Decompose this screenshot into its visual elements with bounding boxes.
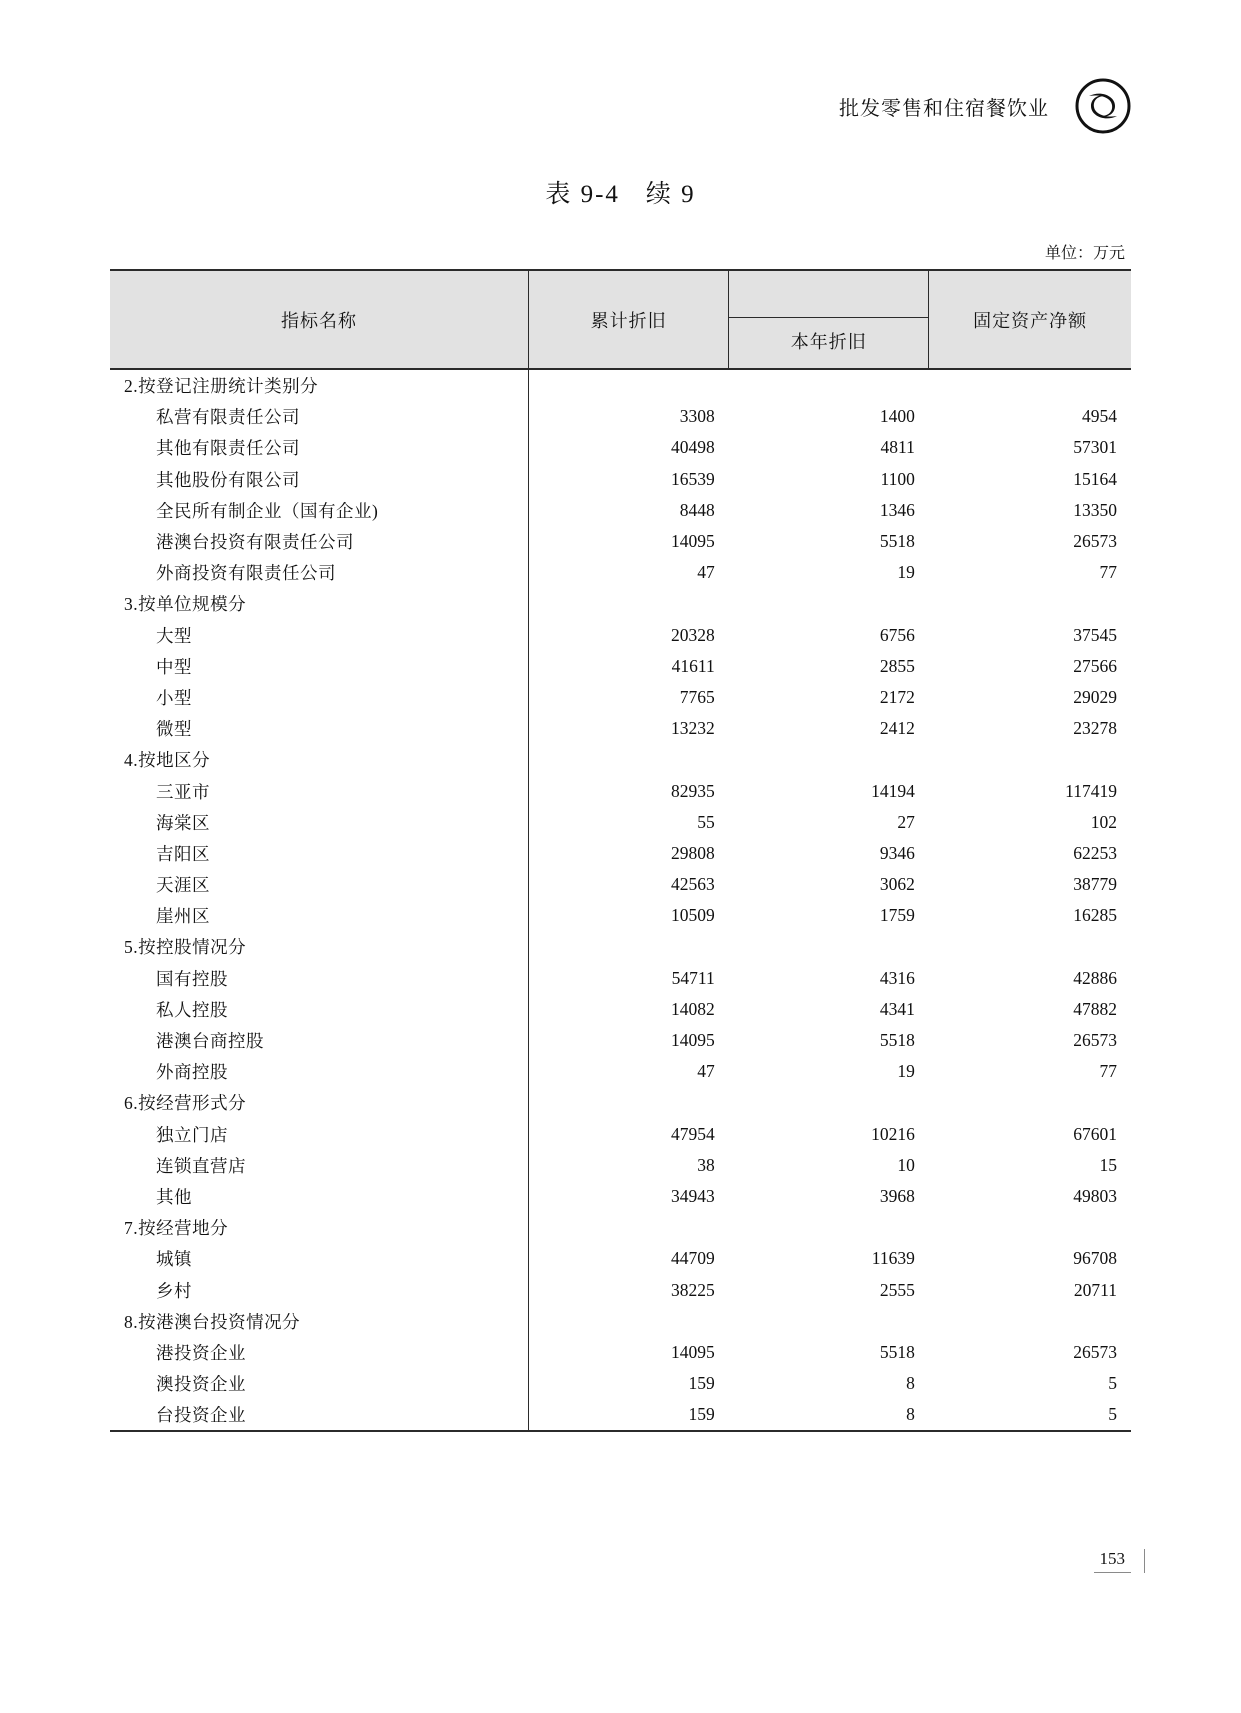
table-row bbox=[110, 744, 1131, 775]
row-value: 27 bbox=[897, 811, 915, 832]
row-label: 4.按地区分 bbox=[110, 744, 529, 775]
row-value: 5518 bbox=[879, 1030, 915, 1051]
table-row bbox=[110, 1306, 1131, 1337]
row-value: 29029 bbox=[1073, 686, 1117, 707]
row-value: 1400 bbox=[879, 406, 915, 427]
table-row bbox=[110, 557, 1131, 588]
row-label: 国有控股 bbox=[110, 963, 529, 994]
row-value: 14194 bbox=[871, 780, 915, 801]
row-value: 20711 bbox=[1073, 1279, 1117, 1300]
row-label: 港澳台投资有限责任公司 bbox=[110, 526, 529, 557]
table-row bbox=[110, 1212, 1131, 1243]
row-label: 三亚市 bbox=[110, 775, 529, 806]
row-value bbox=[929, 1087, 1131, 1118]
row-label: 外商投资有限责任公司 bbox=[110, 557, 529, 588]
table-row bbox=[110, 807, 1131, 838]
row-label: 外商控股 bbox=[110, 1056, 529, 1087]
row-label: 其他有限责任公司 bbox=[110, 432, 529, 463]
row-label: 崖州区 bbox=[110, 900, 529, 931]
table-row bbox=[110, 775, 1131, 806]
table-row bbox=[110, 651, 1131, 682]
row-value: 54711 bbox=[671, 967, 715, 988]
row-value: 67601 bbox=[1073, 1123, 1117, 1144]
row-value: 19 bbox=[897, 1061, 915, 1082]
row-label: 7.按经营地分 bbox=[110, 1212, 529, 1243]
row-label: 天涯区 bbox=[110, 869, 529, 900]
table-row bbox=[110, 620, 1131, 651]
row-value: 159 bbox=[688, 1373, 715, 1394]
row-value: 16285 bbox=[1073, 905, 1117, 926]
row-label: 2.按登记注册统计类别分 bbox=[110, 369, 529, 401]
row-value: 1759 bbox=[879, 905, 915, 926]
table-row bbox=[110, 1119, 1131, 1150]
row-label: 吉阳区 bbox=[110, 838, 529, 869]
row-value: 3968 bbox=[879, 1185, 915, 1206]
row-value: 77 bbox=[1099, 562, 1117, 583]
table-row bbox=[110, 682, 1131, 713]
unit-note: 单位：万元 bbox=[1044, 245, 1125, 262]
row-value: 44709 bbox=[670, 1248, 715, 1269]
row-value bbox=[929, 931, 1131, 962]
row-value: 13350 bbox=[1073, 499, 1117, 520]
table-row bbox=[110, 1150, 1131, 1181]
page-footer bbox=[981, 1549, 1131, 1573]
column-header-current-year-depreciation bbox=[729, 270, 929, 369]
row-value bbox=[929, 588, 1131, 619]
row-value bbox=[729, 588, 929, 619]
row-value: 8 bbox=[906, 1373, 915, 1394]
row-value: 5 bbox=[1108, 1373, 1117, 1394]
row-label: 微型 bbox=[110, 713, 529, 744]
table-number: 表 9-4 bbox=[545, 181, 620, 208]
table-row bbox=[110, 838, 1131, 869]
row-value bbox=[729, 1306, 929, 1337]
table-row bbox=[110, 1337, 1131, 1368]
row-value bbox=[529, 1212, 729, 1243]
row-value bbox=[529, 588, 729, 619]
row-value: 10216 bbox=[871, 1123, 915, 1144]
row-label: 大型 bbox=[110, 620, 529, 651]
row-label: 小型 bbox=[110, 682, 529, 713]
row-label: 私营有限责任公司 bbox=[110, 401, 529, 432]
table-row bbox=[110, 1399, 1131, 1431]
row-label: 港投资企业 bbox=[110, 1337, 529, 1368]
row-value: 29808 bbox=[670, 842, 715, 863]
row-value: 34943 bbox=[670, 1185, 715, 1206]
row-value bbox=[729, 369, 929, 401]
row-value: 8448 bbox=[679, 499, 715, 520]
row-value: 8 bbox=[729, 1399, 929, 1431]
row-value: 1100 bbox=[880, 468, 915, 489]
row-value: 2172 bbox=[879, 686, 915, 707]
table-row bbox=[110, 1181, 1131, 1212]
row-value: 38225 bbox=[670, 1279, 715, 1300]
row-value: 49803 bbox=[1073, 1185, 1117, 1206]
row-value: 14095 bbox=[670, 1030, 715, 1051]
row-value bbox=[729, 1087, 929, 1118]
row-label: 独立门店 bbox=[110, 1119, 529, 1150]
table-row bbox=[110, 1368, 1131, 1399]
table-row bbox=[110, 369, 1131, 401]
table-row bbox=[110, 963, 1131, 994]
row-value: 15 bbox=[1099, 1154, 1117, 1175]
table-row bbox=[110, 994, 1131, 1025]
row-value bbox=[729, 744, 929, 775]
row-value: 27566 bbox=[1073, 655, 1117, 676]
table-row bbox=[110, 1025, 1131, 1056]
row-label: 私人控股 bbox=[110, 994, 529, 1025]
row-value: 16539 bbox=[670, 468, 715, 489]
row-label: 3.按单位规模分 bbox=[110, 588, 529, 619]
page-number: 153 bbox=[1094, 1549, 1132, 1573]
column-header-indicator: 指标名称 bbox=[110, 270, 529, 369]
table-row bbox=[110, 869, 1131, 900]
row-value bbox=[529, 744, 729, 775]
table-row bbox=[110, 432, 1131, 463]
row-value bbox=[729, 931, 929, 962]
row-value: 2412 bbox=[879, 718, 915, 739]
statistics-table-wrapper bbox=[110, 269, 1131, 1432]
row-value: 2555 bbox=[879, 1279, 915, 1300]
row-value bbox=[529, 369, 729, 401]
circular-swirl-logo-icon bbox=[1075, 78, 1131, 134]
row-value: 14082 bbox=[670, 998, 715, 1019]
row-value: 37545 bbox=[1073, 624, 1117, 645]
row-value: 117419 bbox=[1065, 780, 1117, 801]
table-row bbox=[110, 401, 1131, 432]
row-value: 96708 bbox=[1073, 1248, 1117, 1269]
row-value bbox=[729, 1212, 929, 1243]
table-row bbox=[110, 1274, 1131, 1305]
row-value: 5 bbox=[929, 1399, 1131, 1431]
row-value: 4341 bbox=[879, 998, 915, 1019]
table-row bbox=[110, 931, 1131, 962]
row-value: 23278 bbox=[1073, 718, 1117, 739]
table-row bbox=[110, 1243, 1131, 1274]
row-value: 82935 bbox=[670, 780, 715, 801]
row-value: 3062 bbox=[879, 874, 915, 895]
table-row bbox=[110, 526, 1131, 557]
row-value: 55 bbox=[697, 811, 715, 832]
row-value bbox=[529, 1306, 729, 1337]
row-value: 47 bbox=[697, 562, 715, 583]
row-value: 26573 bbox=[1073, 531, 1117, 552]
statistics-table bbox=[110, 269, 1131, 1432]
table-row bbox=[110, 713, 1131, 744]
row-value bbox=[529, 1087, 729, 1118]
row-label: 海棠区 bbox=[110, 807, 529, 838]
row-value: 40498 bbox=[670, 437, 715, 458]
table-row bbox=[110, 1056, 1131, 1087]
row-value: 14095 bbox=[670, 1341, 715, 1362]
row-label: 其他 bbox=[110, 1181, 529, 1212]
row-label: 港澳台商控股 bbox=[110, 1025, 529, 1056]
row-value: 15164 bbox=[1073, 468, 1117, 489]
page-header bbox=[110, 0, 1131, 134]
row-label: 全民所有制企业（国有企业) bbox=[110, 495, 529, 526]
row-label: 5.按控股情况分 bbox=[110, 931, 529, 962]
row-value: 159 bbox=[529, 1399, 729, 1431]
row-label: 乡村 bbox=[110, 1274, 529, 1305]
row-value: 26573 bbox=[1073, 1030, 1117, 1051]
row-value: 20328 bbox=[670, 624, 715, 645]
page-title bbox=[110, 174, 1131, 210]
row-value: 1346 bbox=[879, 499, 915, 520]
row-value bbox=[929, 1306, 1131, 1337]
row-value: 47954 bbox=[670, 1123, 715, 1144]
row-value: 14095 bbox=[670, 531, 715, 552]
row-label: 台投资企业 bbox=[110, 1399, 529, 1431]
table-header bbox=[110, 270, 1131, 369]
row-label: 6.按经营形式分 bbox=[110, 1087, 529, 1118]
row-value: 47 bbox=[697, 1061, 715, 1082]
row-label: 8.按港澳台投资情况分 bbox=[110, 1306, 529, 1337]
row-value: 47882 bbox=[1073, 998, 1117, 1019]
row-value: 4954 bbox=[1082, 406, 1117, 427]
table-continuation: 续 9 bbox=[645, 181, 696, 208]
row-label: 连锁直营店 bbox=[110, 1150, 529, 1181]
row-value: 4811 bbox=[880, 437, 915, 458]
row-value: 102 bbox=[1090, 811, 1117, 832]
row-value: 38 bbox=[697, 1154, 715, 1175]
row-value bbox=[529, 931, 729, 962]
row-value: 19 bbox=[897, 562, 915, 583]
table-row bbox=[110, 588, 1131, 619]
row-value: 57301 bbox=[1073, 437, 1117, 458]
row-value: 26573 bbox=[1073, 1341, 1117, 1362]
row-value: 5518 bbox=[879, 531, 915, 552]
row-value: 38779 bbox=[1073, 874, 1117, 895]
row-value: 3308 bbox=[679, 406, 715, 427]
column-header-accumulated-depreciation: 累计折旧 bbox=[529, 270, 729, 369]
table-row bbox=[110, 1087, 1131, 1118]
column-header-current-year-depreciation-label: 本年折旧 bbox=[729, 317, 928, 368]
row-label: 中型 bbox=[110, 651, 529, 682]
row-value: 2855 bbox=[879, 655, 915, 676]
row-value: 77 bbox=[1099, 1061, 1117, 1082]
row-value: 6756 bbox=[879, 624, 915, 645]
row-value bbox=[929, 369, 1131, 401]
row-value: 42563 bbox=[670, 874, 715, 895]
table-row bbox=[110, 900, 1131, 931]
column-header-net-fixed-assets: 固定资产净额 bbox=[929, 270, 1131, 369]
row-value: 10509 bbox=[670, 905, 715, 926]
row-value: 9346 bbox=[879, 842, 915, 863]
table-body bbox=[110, 369, 1131, 1431]
row-value: 13232 bbox=[670, 718, 715, 739]
row-value: 5518 bbox=[879, 1341, 915, 1362]
row-value: 10 bbox=[897, 1154, 915, 1175]
table-row bbox=[110, 495, 1131, 526]
row-label: 城镇 bbox=[110, 1243, 529, 1274]
row-value: 11639 bbox=[871, 1248, 915, 1269]
row-value bbox=[929, 1212, 1131, 1243]
table-row bbox=[110, 464, 1131, 495]
row-value: 62253 bbox=[1073, 842, 1117, 863]
row-value: 7765 bbox=[679, 686, 715, 707]
row-value: 4316 bbox=[879, 967, 915, 988]
row-value: 42886 bbox=[1073, 967, 1117, 988]
row-value: 41611 bbox=[671, 655, 715, 676]
row-label: 其他股份有限公司 bbox=[110, 464, 529, 495]
header-section-title: 批发零售和住宿餐饮业 bbox=[839, 97, 1049, 120]
row-label: 澳投资企业 bbox=[110, 1368, 529, 1399]
row-value bbox=[929, 744, 1131, 775]
